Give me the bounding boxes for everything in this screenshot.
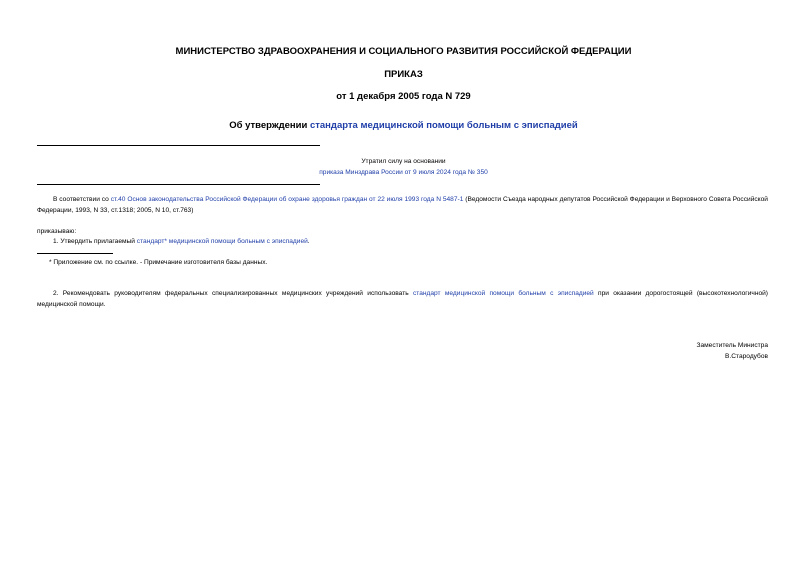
footnote-divider — [37, 253, 113, 254]
status-line: Утратил силу на основании — [361, 158, 446, 165]
ministry-heading: МИНИСТЕРСТВО ЗДРАВООХРАНЕНИЯ И СОЦИАЛЬНОГО РАЗВИТИЯ РОССИЙСКОЙ ФЕДЕРАЦИИ — [175, 46, 632, 57]
para1-suffix: (Ведомости Съезда народных депутатов Российской Федерации и Верховного Совета Российской Федерации, 1993, N 33, ст.1318; 2005, N 10, ст.763) — [37, 196, 768, 214]
item-1 — [53, 236, 310, 247]
item1-prefix: 1. Утвердить прилагаемый — [53, 238, 137, 245]
item2-prefix: 2. Рекомендовать руководителям федеральных специализированных медицинских учреждений использовать — [53, 290, 413, 297]
standard-link-1[interactable]: стандарт* медицинской помощи больным с эписпадией — [136, 238, 308, 245]
divider-bottom — [37, 184, 320, 185]
signature-position: Заместитель Министра — [696, 342, 768, 349]
item2-suffix: при оказании дорогостоящей (высокотехнологичной) медицинской помощи. — [37, 290, 769, 308]
standard-link-2[interactable]: стандарт медицинской помощи больным с эписпадией — [412, 290, 594, 297]
title-standard-link[interactable]: стандарта медицинской помощи больным с эписпадией — [309, 120, 578, 131]
para1-prefix: В соответствии со — [53, 196, 111, 203]
document-title — [0, 120, 807, 131]
signature-name: В.Стародубов — [725, 353, 768, 360]
doc-type-heading: ПРИКАЗ — [384, 69, 423, 80]
item1-suffix: . — [307, 238, 310, 245]
divider-top — [37, 145, 320, 146]
item-2 — [37, 288, 768, 310]
order-word: приказываю: — [37, 228, 77, 235]
title-prefix: Об утверждении — [229, 120, 310, 131]
date-number-heading: от 1 декабря 2005 года N 729 — [336, 91, 471, 102]
footnote: * Приложение см. по ссылке. - Примечание изготовителя базы данных. — [49, 259, 268, 266]
law-article-link[interactable]: ст.40 Основ законодательства Российской Федерации об охране здоровья граждан от 22 июля 1993 года N 5487-1 — [110, 196, 464, 203]
paragraph-basis — [37, 194, 768, 216]
status-repeal-link[interactable]: приказа Минздрава России от 9 июля 2024 года № 350 — [319, 169, 488, 176]
